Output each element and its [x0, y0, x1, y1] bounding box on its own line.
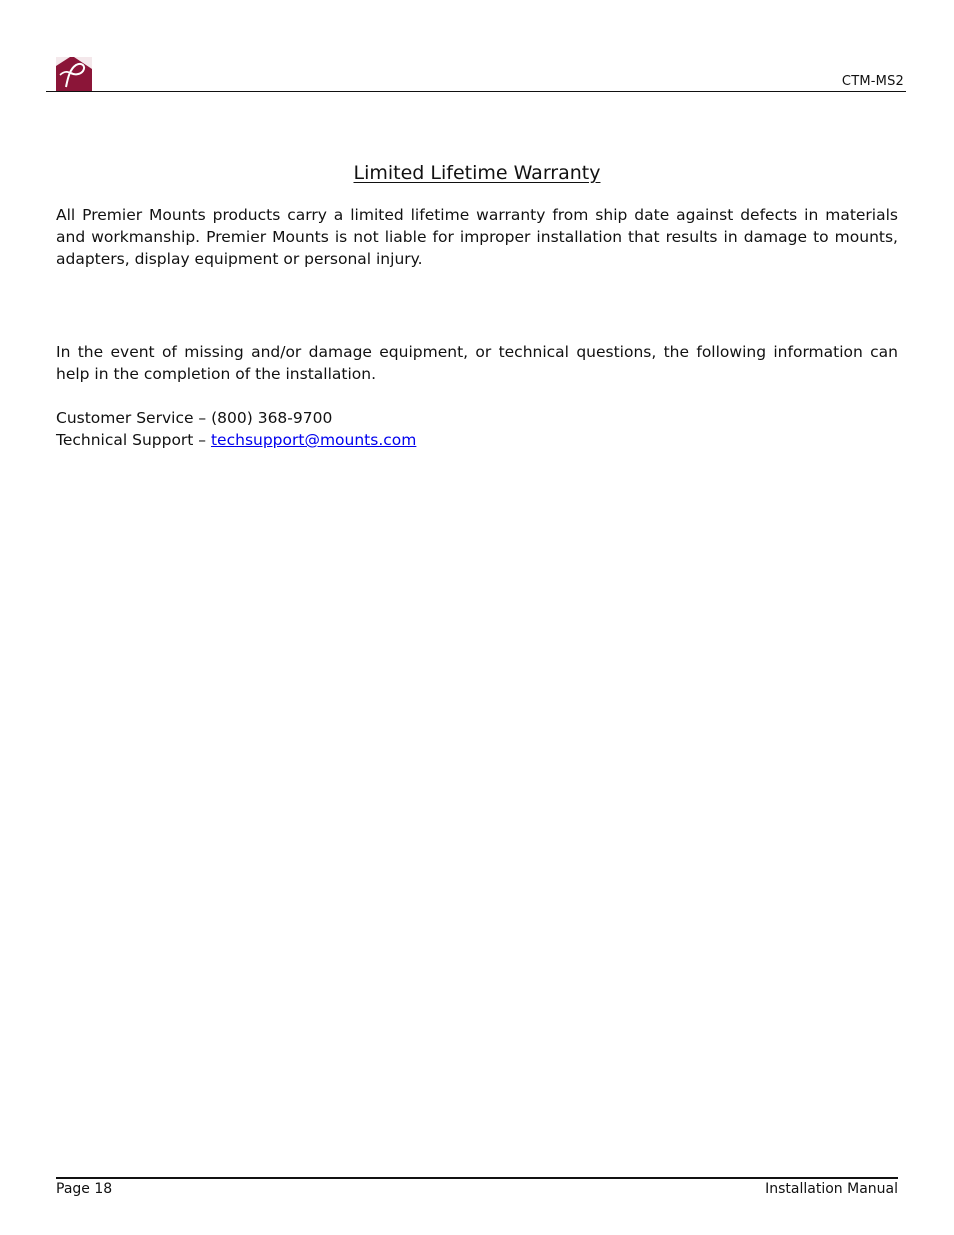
manual-title: Installation Manual [765, 1181, 898, 1197]
warranty-paragraph: All Premier Mounts products carry a limited lifetime warranty from ship date against defects in materials and workmanship. Premier Mounts is not liable for improper installation that results in damage to mounts, adapters, display equipment or personal injury. [56, 206, 898, 268]
customer-service-line: Customer Service – (800) 368-9700 [56, 409, 333, 427]
footer-divider [56, 1177, 898, 1179]
premier-mounts-logo-icon [56, 57, 92, 91]
technical-support-line [56, 429, 416, 451]
page-title: Limited Lifetime Warranty [353, 162, 601, 184]
page-number: Page 18 [56, 1181, 113, 1197]
techsupport-email-link[interactable]: techsupport@mounts.com [210, 431, 417, 449]
document-code: CTM-MS2 [841, 74, 904, 89]
support-paragraph: In the event of missing and/or damage equipment, or technical questions, the following information can help in the completion of the installation. [56, 343, 898, 383]
technical-support-label: Technical Support – [56, 431, 211, 449]
header-divider [46, 91, 906, 92]
